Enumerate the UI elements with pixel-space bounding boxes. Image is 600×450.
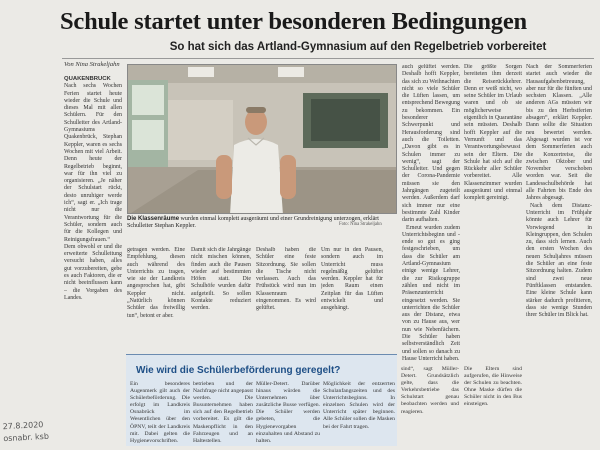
photo-credit: Foto: Nina Strakeljahn	[339, 222, 382, 227]
classroom-photo	[128, 65, 397, 214]
byline: Von Nina Strakeljahn	[64, 61, 120, 68]
article-column-4	[256, 247, 316, 347]
headline: Schule startet unter besonderen Bedingungen	[60, 8, 527, 35]
column-4-text: Deshalb haben die Schüler eine feste Sitzordnung. Sie sollen die Tische nicht verlassen. Auch das Frühstück wird nun im Klassenraum eingenommen. Es wird gelüftet.	[256, 247, 316, 312]
dateline: QUAKENBRÜCK	[64, 76, 111, 82]
article-column-3	[191, 247, 251, 347]
info-box-title: Wie wird die Schülerbeförderung geregelt?	[136, 365, 341, 376]
article-column-8	[526, 64, 592, 444]
info-box-column-3: Müller-Detert. Darüber hinaus würden die Unternehmen über zusätzliche Busse verfügen. Die Schüler werden gebeten, die Hygienevorgaben einzuhalten und Abstand zu halten.	[256, 381, 320, 444]
column-6-text-b: Erneut wurden zudem Unterrichtsbeginn und -ende so gut es ging festgeschrieben, um dass die Schüler am Artland-Gymnasium einige wenige Lehrer, die zur Risikogruppe zählen und nicht im Präsenzunterricht eingesetzt werden. Sie unterrichten die Schüler aus der Distanz, etwa von zu Hause aus, wer nun wie Nebenfächern. Die Schüler haben selbstverständlich Zeit und sollen so danach zu Hause Unterricht haben.	[402, 224, 460, 362]
column-8-text: Nach der Sommerferien startet auch wieder die Hausaufgabenbetreuung, aber nur für die fünften und sechsten Klassen. „Alle anderen AGs müssten wir bis zu den Herbstferien absagen“, erklärt Keppler. Dann sollte die Situation neu bewertet werden. Abgesagt wurden ist vor dem Sommerferien auch die Konzertreise, die zwischen Oktober und November verschoben worden war. Seit die Landesschulbehörde hat alle Fahrten bis Ende des Jahres abgesagt.	[526, 64, 592, 202]
subheadline: So hat sich das Artland-Gymnasium auf den Regelbetrieb vorbereitet	[169, 41, 547, 53]
info-box-continuation-2: Die Eltern sind aufgerufen, die Hinweise der Schulen zu beachten. Ohne Maske dürfen die Schüler nicht in den Bus einsteigen.	[464, 366, 522, 408]
column-2-text: getragen werden. Eine Empfehlung, diesen auch während des Unterrichts zu tragen, wie sie der Landkreis angesprochen hat, gibt Keppler nicht. „Natürlich können Schüler das freiwillig tun“, betont er aber.	[127, 247, 185, 319]
article-column-6	[402, 64, 460, 364]
column-7-text: Die größte Sorgen bereiteten ihm derzeit die Reiserückkehrer. Denn er weiß nicht, wo seine Schüler im Urlaub waren und ob sie möglicherweise eigentlich in Quarantäne sein müssten. Deshalb hofft Keppler auf die Vernunft und das Verantwortungsbewusstsein der Eltern. Die Schule hat sich auf die Rückkehr aller Schüler vorbereitet. Alle Klassenzimmer wurden ausgeräumt und einmal komplett gereinigt.	[464, 64, 522, 202]
column-1-text: Nach sechs Wochen Ferien startet heute wieder die Schule und dieses Mal mit allen Schülern. Für den Schulleiter des Artland-Gymnasiums Quakenbrück, Stephan Keppler, waren es sechs Wochen mit viel Arbeit. Denn heute der Regelbetrieb beginnt, war für ihn viel zu organisieren. „Je näher der Schulstart rückt, desto unruhiger werde ich“, sagt er. „Ich trage nicht nur die Verantwortung für die Schüler, sondern auch für die Kollegen und Reinigungsfrauen.“ Dem obwohl er und die erweiterte Schulleitung versucht haben, alles gut vorzubereiten, gebe es auch Faktoren, die er nicht beeinflussen kann – die Vorgaben des Landes.	[64, 83, 122, 301]
info-box-column-2: betrieben und der Nachfrage nicht angepasst werden. Die Busunternehmen haben sich auf den Regelbetrieb vorbereitet. Es gilt die Maskenpflicht in den Fahrzeugen und an Haltestellen.	[193, 381, 253, 444]
article-photo	[127, 64, 397, 214]
column-6-text: auch gelüftet werden. Deshalb hofft Keppler, das sich zu Weihnachten nicht so viele Schüler die Lüften lassen, um entsprechend Bewegung zu bekommen. Ein besonderer Schwerpunkt und Herausforderung sind auch die Toiletten. „Davon gibt es in Schulen immer zu wenig“, sagt der Schulleiter. Und gegen der Corona-Pandemie müssen sie den Jahrgängen zugeteilt werden. Außerdem darf sich immer nur eine bestimmte Zahl Kinder darin aufhalten.	[402, 64, 460, 224]
handwritten-note: 27.8.2020 osnabr. ksb	[2, 420, 50, 444]
photo-caption-bold: Die Klassenräume	[127, 216, 180, 222]
info-box-continuation	[401, 366, 522, 446]
header-rule	[62, 58, 594, 59]
info-box-column-4: Möglichkeit der entzerrten Schulanfangszeiten und des Unterrichtsbeginns. In einzelnen Schulen wird der Unterricht später beginnen. Alle Schüler sollen die Masken bei der Fahrt tragen.	[323, 381, 395, 430]
photo-caption-text: wurden einmal komplett ausgeräumt und einer Grundreinigung unterzogen, erklärt Schulleiter Stephan Keppler.	[127, 216, 379, 230]
column-3-text: Damit sich die Jahrgänge nicht mischen können, finden auch die Pausen wieder auf bestimmten Höfen statt. Die Schulhöfe wurden dafür aufgeteilt. So sollen Kontakte reduziert werden.	[191, 247, 251, 312]
column-5-text: Um nur in den Pausen, sondern auch im Unterricht muss regelmäßig gelüftet werden. Keppler hat für jeden Raum einen Zeitplan für das Lüften entwickelt und ausgehängt.	[321, 247, 383, 312]
article-column-5	[321, 247, 383, 347]
info-box-column-1: Ein besonderes Augenmerk gilt auch der Schülerbeförderung. Die erfolgt im Landkreis Osnabrück im Wesentlichen über den ÖPNV, teilt der Landkreis mit. Dabei gelten die Hygienevorschriften.	[130, 381, 190, 444]
article-column-2	[127, 247, 185, 347]
article-column-1	[64, 76, 122, 446]
info-box-continuation-1: sind“, sagt Müller-Detert. Grundsätzlich gelte, dass die Verkehrsbetriebe das Schulstart genau beobachten werden und reagieren.	[401, 366, 459, 415]
column-8-text-b: Nach dem Distanz-Unterricht im Frühjahr könnte auch Lehrer für Vorwiegend in Kleingruppen, den Schulen zu, dass sich lernen. Auch den ersten Wochen des neuen Schuljahres müssen die Schüler an eine feste Sitzordnung halten. Zudem sind zwei neue Fünftklassen entstanden. Eine kleine Schule kann stärker dadurch profitieren, dass sie wenige Stunden ihrer Schüler im Blick hat.	[526, 202, 592, 319]
article-column-7	[464, 64, 522, 364]
